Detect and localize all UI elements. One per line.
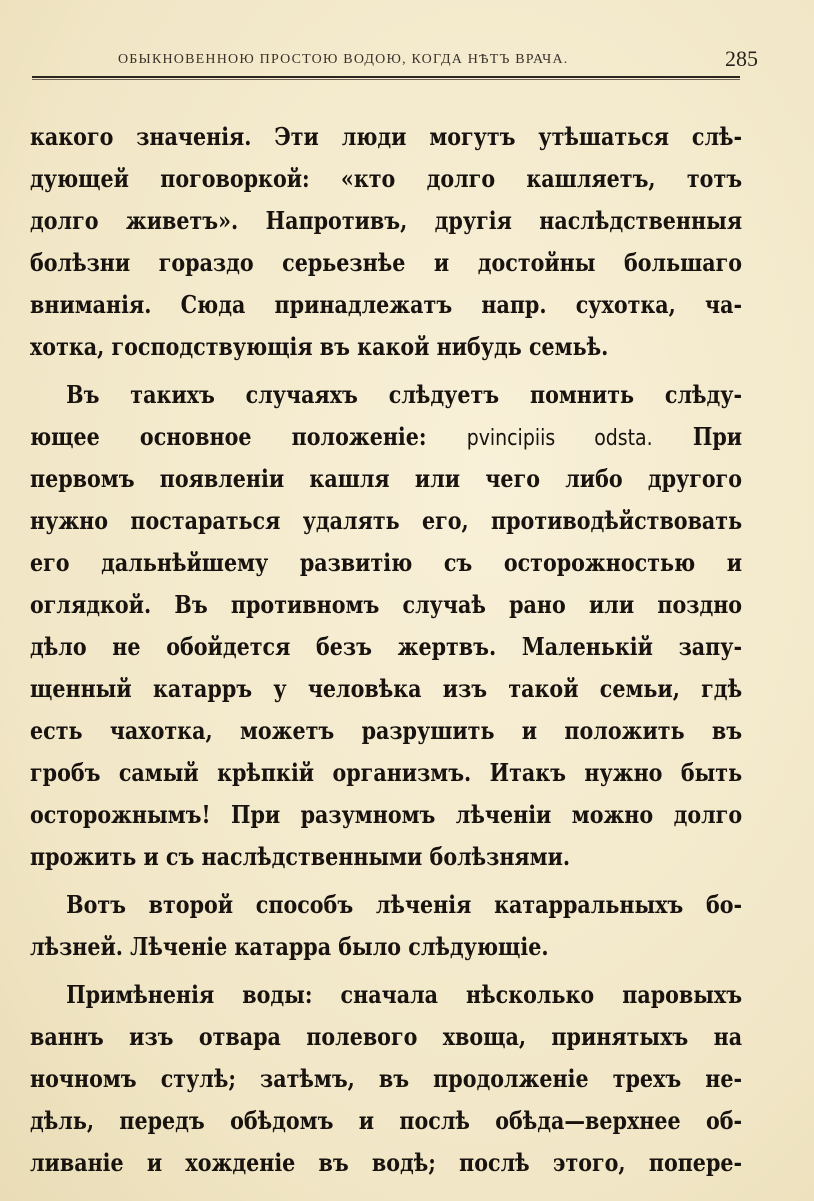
text-line: Вотъ второй способъ лѣченія катарральныхъ бо- — [66, 890, 743, 919]
text-line: ваннъ изъ отвара полевого хвоща, принятыхъ на — [30, 1022, 743, 1051]
text-fragment: При — [692, 422, 743, 451]
text-line: нужно постараться удалять его, противодѣйствовать — [30, 506, 743, 535]
body-text — [30, 116, 742, 1184]
text-line: есть чахотка, можетъ разрушить и положить въ — [30, 716, 743, 745]
text-line: дѣль, передъ обѣдомъ и послѣ обѣда—верхнее об- — [30, 1106, 743, 1135]
text-fragment: ющее основное положеніе: — [30, 422, 427, 451]
text-line: какого значенія. Эти люди могутъ утѣшаться слѣ- — [30, 122, 743, 151]
text-line: лѣзней. Лѣченіе катарра было слѣдующіе. — [30, 932, 549, 961]
text-line: хотка, господствующія въ какой нибудь семьѣ. — [30, 332, 609, 361]
header-rule-thin — [32, 79, 740, 80]
text-line: первомъ появленіи кашля или чего либо другого — [30, 464, 743, 493]
text-line: оглядкой. Въ противномъ случаѣ рано или поздно — [30, 590, 743, 619]
running-title: ОБЫКНОВЕННОЮ ПРОСТОЮ ВОДОЮ, КОГДА НѢТЪ ВРАЧА. — [118, 52, 569, 67]
running-head — [36, 44, 758, 74]
text-line: щенный катарръ у человѣка изъ такой семьи, гдѣ — [30, 674, 743, 703]
page-number: 285 — [725, 46, 758, 71]
text-line: Примѣненія воды: сначала нѣсколько паровыхъ — [66, 980, 743, 1009]
text-line: Въ такихъ случаяхъ слѣдуетъ помнить слѣду- — [66, 380, 743, 409]
text-line: дѣло не обойдется безъ жертвъ. Маленькій запу- — [30, 632, 743, 661]
text-line: долго живетъ». Напротивъ, другія наслѣдственныя — [30, 206, 743, 235]
text-line-with-latin — [30, 416, 742, 458]
text-line: его дальнѣйшему развитію съ осторожностью и — [30, 548, 743, 577]
text-line: болѣзни гораздо серьезнѣе и достойны большаго — [30, 248, 743, 277]
text-line: ночномъ стулѣ; затѣмъ, въ продолженіе трехъ не- — [30, 1064, 743, 1093]
header-rule — [32, 76, 740, 78]
text-line: дующей поговоркой: «кто долго кашляетъ, тотъ — [30, 164, 743, 193]
text-line: ливаніе и хожденіе въ водѣ; послѣ этого, попере- — [30, 1148, 743, 1177]
text-line: осторожнымъ! При разумномъ лѣченіи можно долго — [30, 800, 743, 829]
latin-phrase: pvincipiis odsta. — [466, 426, 653, 451]
text-line: гробъ самый крѣпкій организмъ. Итакъ нужно быть — [30, 758, 743, 787]
text-line: прожить и съ наслѣдственными болѣзнями. — [30, 842, 571, 871]
text-line: вниманія. Сюда принадлежатъ напр. сухотка, ча- — [30, 290, 743, 319]
